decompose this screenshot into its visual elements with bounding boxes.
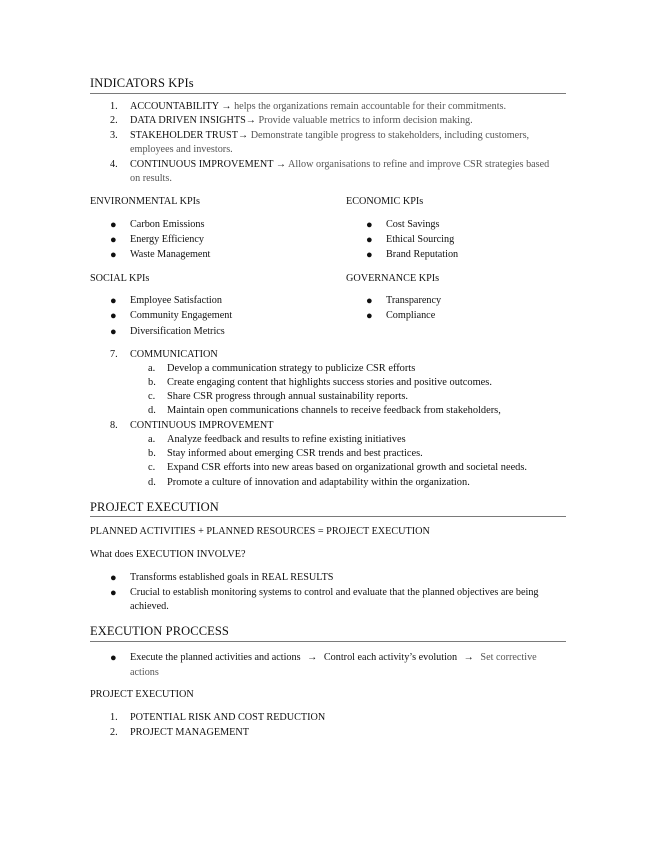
arrow-icon: → — [275, 159, 287, 170]
execution-formula: PLANNED ACTIVITIES + PLANNED RESOURCES = PROJECT EXECUTION — [90, 526, 430, 537]
sub-letter: a. — [148, 363, 156, 374]
item-head: STAKEHOLDER TRUST — [130, 130, 238, 141]
section-title-project-execution: PROJECT EXECUTION — [90, 500, 219, 514]
sub-item: Stay informed about emerging CSR trends and best practices. — [167, 448, 423, 459]
list-item: Diversification Metrics — [130, 326, 225, 337]
list-item: Crucial to establish monitoring systems to control and evaluate that the planned objectives are being — [130, 587, 539, 598]
list-item — [130, 114, 473, 128]
bullet-icon: ● — [366, 249, 373, 261]
process-step-continued: actions — [130, 667, 159, 678]
communication-title: COMMUNICATION — [130, 349, 218, 360]
section-title-execution-process: EXECUTION PROCCESS — [90, 624, 229, 638]
list-item: Waste Management — [130, 249, 211, 260]
list-item: Community Engagement — [130, 310, 233, 321]
bullet-icon: ● — [110, 234, 117, 246]
bullet-icon: ● — [110, 587, 117, 599]
list-item — [130, 158, 549, 172]
arrow-icon: → — [463, 652, 474, 663]
sub-letter: d. — [148, 405, 156, 416]
sub-item: Maintain open communications channels to receive feedback from stakeholders, — [167, 405, 501, 416]
sub-letter: b. — [148, 377, 156, 388]
bullet-icon: ● — [110, 295, 117, 307]
process-flow — [130, 651, 537, 665]
list-item: Transparency — [386, 295, 442, 306]
sub-letter: d. — [148, 477, 156, 488]
item-head: DATA DRIVEN INSIGHTS — [130, 115, 246, 126]
list-number: 4. — [110, 159, 118, 170]
bullet-icon: ● — [110, 572, 117, 584]
list-item: Carbon Emissions — [130, 219, 205, 230]
list-item: Ethical Sourcing — [386, 234, 455, 245]
list-item: Transforms established goals in REAL RESULTS — [130, 572, 334, 583]
list-item: POTENTIAL RISK AND COST REDUCTION — [130, 712, 326, 723]
sub-item: Share CSR progress through annual sustainability reports. — [167, 391, 408, 402]
arrow-icon: → — [221, 101, 232, 112]
item-text-continued: employees and investors. — [130, 144, 233, 155]
gov-kpis-title: GOVERNANCE KPIs — [346, 273, 440, 284]
item-text: Provide valuable metrics to inform decision making. — [258, 115, 473, 126]
sub-item: Expand CSR efforts into new areas based on organizational growth and societal needs. — [167, 462, 528, 473]
arrow-icon: → — [237, 130, 249, 141]
sub-item: Create engaging content that highlights success stories and positive outcomes. — [167, 377, 492, 388]
sub-item: Analyze feedback and results to refine existing initiatives — [167, 434, 406, 445]
execution-question: What does EXECUTION INVOLVE? — [90, 549, 246, 560]
list-item: Brand Reputation — [386, 249, 459, 260]
list-number: 8. — [110, 420, 118, 431]
bullet-icon: ● — [366, 219, 373, 231]
bullet-icon: ● — [110, 652, 117, 664]
list-number: 1. — [110, 712, 118, 723]
list-number: 3. — [110, 130, 118, 141]
list-number: 2. — [110, 727, 118, 738]
list-number: 1. — [110, 101, 118, 112]
section-rule — [90, 516, 566, 517]
list-item-continued: achieved. — [130, 601, 169, 612]
list-item — [130, 129, 529, 143]
continuous-improvement-title: CONTINUOUS IMPROVEMENT — [130, 420, 274, 431]
list-number: 2. — [110, 115, 118, 126]
section-rule — [90, 641, 566, 642]
list-item: Energy Efficiency — [130, 234, 205, 245]
env-kpis-title: ENVIRONMENTAL KPIs — [90, 196, 201, 207]
sub-letter: a. — [148, 434, 156, 445]
section-rule — [90, 93, 566, 94]
process-step: Execute the planned activities and actions — [130, 652, 301, 663]
eco-kpis-title: ECONOMIC KPIs — [346, 196, 424, 207]
list-item: Employee Satisfaction — [130, 295, 222, 306]
sub-item: Develop a communication strategy to publicize CSR efforts — [167, 363, 416, 374]
list-item — [130, 100, 506, 114]
item-text: Demonstrate tangible progress to stakeholders, including customers, — [250, 130, 530, 141]
sub-item: Promote a culture of innovation and adaptability within the organization. — [167, 477, 470, 488]
item-text-continued: on results. — [130, 173, 172, 184]
arrow-icon: → — [245, 115, 256, 126]
item-head: ACCOUNTABILITY — [130, 101, 219, 112]
bullet-icon: ● — [366, 295, 373, 307]
arrow-icon: → — [307, 652, 318, 663]
item-head: CONTINUOUS IMPROVEMENT — [130, 159, 274, 170]
section-title-project-execution-2: PROJECT EXECUTION — [90, 689, 194, 700]
bullet-icon: ● — [110, 310, 117, 322]
list-item: Compliance — [386, 310, 436, 321]
sub-letter: c. — [148, 462, 156, 473]
list-item: PROJECT MANAGEMENT — [130, 727, 249, 738]
bullet-icon: ● — [110, 326, 117, 338]
sub-letter: c. — [148, 391, 156, 402]
bullet-icon: ● — [366, 234, 373, 246]
item-text: helps the organizations remain accountable for their commitments. — [234, 101, 507, 112]
bullet-icon: ● — [366, 310, 373, 322]
bullet-icon: ● — [110, 249, 117, 261]
bullet-icon: ● — [110, 219, 117, 231]
list-item: Cost Savings — [386, 219, 440, 230]
sub-letter: b. — [148, 448, 156, 459]
list-number: 7. — [110, 349, 118, 360]
process-step: Control each activity’s evolution — [323, 652, 458, 663]
section-title-indicators: INDICATORS KPIs — [90, 76, 194, 90]
social-kpis-title: SOCIAL KPIs — [90, 273, 150, 284]
item-text: Allow organisations to refine and improve CSR strategies based — [288, 159, 550, 170]
process-step: Set corrective — [480, 652, 537, 663]
